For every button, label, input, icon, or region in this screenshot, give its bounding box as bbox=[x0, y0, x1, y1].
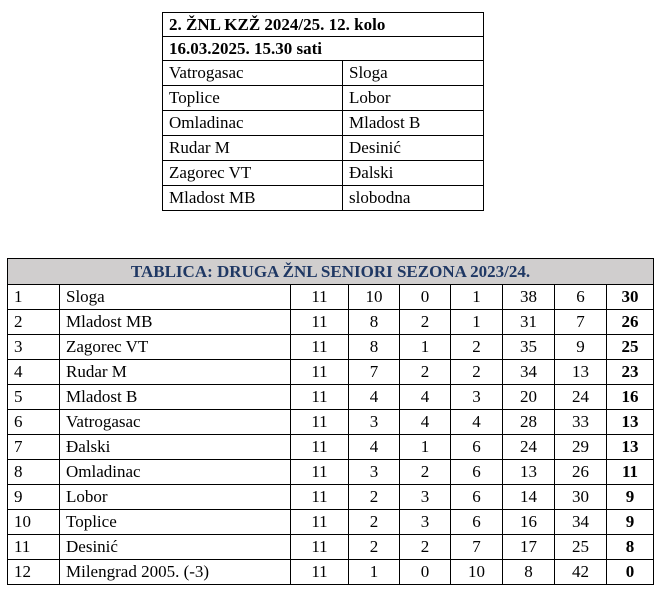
points-cell: 26 bbox=[607, 310, 654, 335]
position-cell: 1 bbox=[8, 285, 60, 310]
fixture-away-team: Sloga bbox=[343, 61, 484, 86]
fixture-home-team: Vatrogasac bbox=[163, 61, 343, 86]
goals-against-cell: 29 bbox=[555, 435, 607, 460]
goals-against-cell: 25 bbox=[555, 535, 607, 560]
fixture-home-team: Toplice bbox=[163, 86, 343, 111]
goals-against-cell: 24 bbox=[555, 385, 607, 410]
played-cell: 11 bbox=[291, 435, 349, 460]
points-cell: 11 bbox=[607, 460, 654, 485]
fixture-row bbox=[163, 111, 484, 136]
played-cell: 11 bbox=[291, 510, 349, 535]
fixtures-datetime-row bbox=[163, 37, 484, 61]
position-cell: 12 bbox=[8, 560, 60, 585]
drawn-cell: 1 bbox=[400, 335, 451, 360]
played-cell: 11 bbox=[291, 285, 349, 310]
goals-for-cell: 14 bbox=[503, 485, 555, 510]
fixture-row bbox=[163, 186, 484, 211]
points-cell: 25 bbox=[607, 335, 654, 360]
won-cell: 4 bbox=[349, 435, 400, 460]
team-name-cell: Mladost B bbox=[60, 385, 291, 410]
won-cell: 8 bbox=[349, 310, 400, 335]
fixture-row bbox=[163, 86, 484, 111]
fixture-away-team: slobodna bbox=[343, 186, 484, 211]
points-cell: 30 bbox=[607, 285, 654, 310]
position-cell: 9 bbox=[8, 485, 60, 510]
goals-against-cell: 30 bbox=[555, 485, 607, 510]
lost-cell: 2 bbox=[451, 360, 503, 385]
lost-cell: 6 bbox=[451, 435, 503, 460]
fixtures-title-row bbox=[163, 13, 484, 37]
won-cell: 10 bbox=[349, 285, 400, 310]
points-cell: 13 bbox=[607, 435, 654, 460]
drawn-cell: 2 bbox=[400, 360, 451, 385]
played-cell: 11 bbox=[291, 360, 349, 385]
lost-cell: 2 bbox=[451, 335, 503, 360]
team-name-cell: Mladost MB bbox=[60, 310, 291, 335]
drawn-cell: 3 bbox=[400, 485, 451, 510]
drawn-cell: 4 bbox=[400, 385, 451, 410]
team-name-cell: Rudar M bbox=[60, 360, 291, 385]
team-name-cell: Sloga bbox=[60, 285, 291, 310]
position-cell: 11 bbox=[8, 535, 60, 560]
lost-cell: 1 bbox=[451, 285, 503, 310]
standings-row bbox=[8, 285, 654, 310]
played-cell: 11 bbox=[291, 560, 349, 585]
points-cell: 9 bbox=[607, 510, 654, 535]
fixtures-datetime: 16.03.2025. 15.30 sati bbox=[163, 37, 484, 61]
lost-cell: 10 bbox=[451, 560, 503, 585]
standings-row bbox=[8, 435, 654, 460]
lost-cell: 3 bbox=[451, 385, 503, 410]
team-name-cell: Đalski bbox=[60, 435, 291, 460]
standings-row bbox=[8, 335, 654, 360]
goals-against-cell: 33 bbox=[555, 410, 607, 435]
drawn-cell: 0 bbox=[400, 560, 451, 585]
standings-row bbox=[8, 385, 654, 410]
standings-title-row bbox=[8, 259, 654, 285]
points-cell: 8 bbox=[607, 535, 654, 560]
standings-row bbox=[8, 410, 654, 435]
goals-against-cell: 13 bbox=[555, 360, 607, 385]
goals-for-cell: 24 bbox=[503, 435, 555, 460]
standings-row bbox=[8, 310, 654, 335]
fixture-away-team: Desinić bbox=[343, 136, 484, 161]
goals-for-cell: 13 bbox=[503, 460, 555, 485]
fixture-home-team: Mladost MB bbox=[163, 186, 343, 211]
position-cell: 2 bbox=[8, 310, 60, 335]
standings-row bbox=[8, 460, 654, 485]
team-name-cell: Desinić bbox=[60, 535, 291, 560]
won-cell: 8 bbox=[349, 335, 400, 360]
team-name-cell: Toplice bbox=[60, 510, 291, 535]
fixture-away-team: Đalski bbox=[343, 161, 484, 186]
goals-against-cell: 34 bbox=[555, 510, 607, 535]
position-cell: 10 bbox=[8, 510, 60, 535]
lost-cell: 6 bbox=[451, 460, 503, 485]
standings-row bbox=[8, 560, 654, 585]
drawn-cell: 1 bbox=[400, 435, 451, 460]
fixture-row bbox=[163, 161, 484, 186]
points-cell: 9 bbox=[607, 485, 654, 510]
goals-against-cell: 9 bbox=[555, 335, 607, 360]
lost-cell: 6 bbox=[451, 510, 503, 535]
points-cell: 16 bbox=[607, 385, 654, 410]
won-cell: 7 bbox=[349, 360, 400, 385]
team-name-cell: Milengrad 2005. (-3) bbox=[60, 560, 291, 585]
standings-title: TABLICA: DRUGA ŽNL SENIORI SEZONA 2023/24. bbox=[8, 259, 654, 285]
standings-row bbox=[8, 360, 654, 385]
goals-against-cell: 7 bbox=[555, 310, 607, 335]
fixture-away-team: Lobor bbox=[343, 86, 484, 111]
lost-cell: 7 bbox=[451, 535, 503, 560]
goals-for-cell: 17 bbox=[503, 535, 555, 560]
fixtures-round-title: 2. ŽNL KZŽ 2024/25. 12. kolo bbox=[163, 13, 484, 37]
goals-for-cell: 34 bbox=[503, 360, 555, 385]
won-cell: 1 bbox=[349, 560, 400, 585]
goals-for-cell: 20 bbox=[503, 385, 555, 410]
lost-cell: 1 bbox=[451, 310, 503, 335]
lost-cell: 4 bbox=[451, 410, 503, 435]
played-cell: 11 bbox=[291, 460, 349, 485]
team-name-cell: Omladinac bbox=[60, 460, 291, 485]
won-cell: 2 bbox=[349, 535, 400, 560]
team-name-cell: Vatrogasac bbox=[60, 410, 291, 435]
goals-for-cell: 16 bbox=[503, 510, 555, 535]
standings-table bbox=[7, 258, 654, 585]
position-cell: 5 bbox=[8, 385, 60, 410]
position-cell: 8 bbox=[8, 460, 60, 485]
team-name-cell: Lobor bbox=[60, 485, 291, 510]
standings-row bbox=[8, 510, 654, 535]
goals-against-cell: 6 bbox=[555, 285, 607, 310]
fixture-away-team: Mladost B bbox=[343, 111, 484, 136]
position-cell: 6 bbox=[8, 410, 60, 435]
played-cell: 11 bbox=[291, 310, 349, 335]
won-cell: 2 bbox=[349, 485, 400, 510]
points-cell: 23 bbox=[607, 360, 654, 385]
goals-for-cell: 38 bbox=[503, 285, 555, 310]
drawn-cell: 2 bbox=[400, 310, 451, 335]
drawn-cell: 3 bbox=[400, 510, 451, 535]
goals-against-cell: 42 bbox=[555, 560, 607, 585]
fixture-row bbox=[163, 136, 484, 161]
standings-row bbox=[8, 535, 654, 560]
position-cell: 4 bbox=[8, 360, 60, 385]
position-cell: 3 bbox=[8, 335, 60, 360]
fixture-home-team: Omladinac bbox=[163, 111, 343, 136]
played-cell: 11 bbox=[291, 410, 349, 435]
points-cell: 0 bbox=[607, 560, 654, 585]
fixture-home-team: Rudar M bbox=[163, 136, 343, 161]
goals-for-cell: 35 bbox=[503, 335, 555, 360]
points-cell: 13 bbox=[607, 410, 654, 435]
drawn-cell: 2 bbox=[400, 460, 451, 485]
standings-row bbox=[8, 485, 654, 510]
fixture-home-team: Zagorec VT bbox=[163, 161, 343, 186]
drawn-cell: 4 bbox=[400, 410, 451, 435]
fixtures-table bbox=[162, 12, 484, 211]
won-cell: 4 bbox=[349, 385, 400, 410]
played-cell: 11 bbox=[291, 385, 349, 410]
played-cell: 11 bbox=[291, 535, 349, 560]
position-cell: 7 bbox=[8, 435, 60, 460]
goals-against-cell: 26 bbox=[555, 460, 607, 485]
won-cell: 3 bbox=[349, 460, 400, 485]
team-name-cell: Zagorec VT bbox=[60, 335, 291, 360]
played-cell: 11 bbox=[291, 335, 349, 360]
fixture-row bbox=[163, 61, 484, 86]
goals-for-cell: 8 bbox=[503, 560, 555, 585]
drawn-cell: 0 bbox=[400, 285, 451, 310]
goals-for-cell: 28 bbox=[503, 410, 555, 435]
won-cell: 2 bbox=[349, 510, 400, 535]
lost-cell: 6 bbox=[451, 485, 503, 510]
drawn-cell: 2 bbox=[400, 535, 451, 560]
goals-for-cell: 31 bbox=[503, 310, 555, 335]
won-cell: 3 bbox=[349, 410, 400, 435]
played-cell: 11 bbox=[291, 485, 349, 510]
